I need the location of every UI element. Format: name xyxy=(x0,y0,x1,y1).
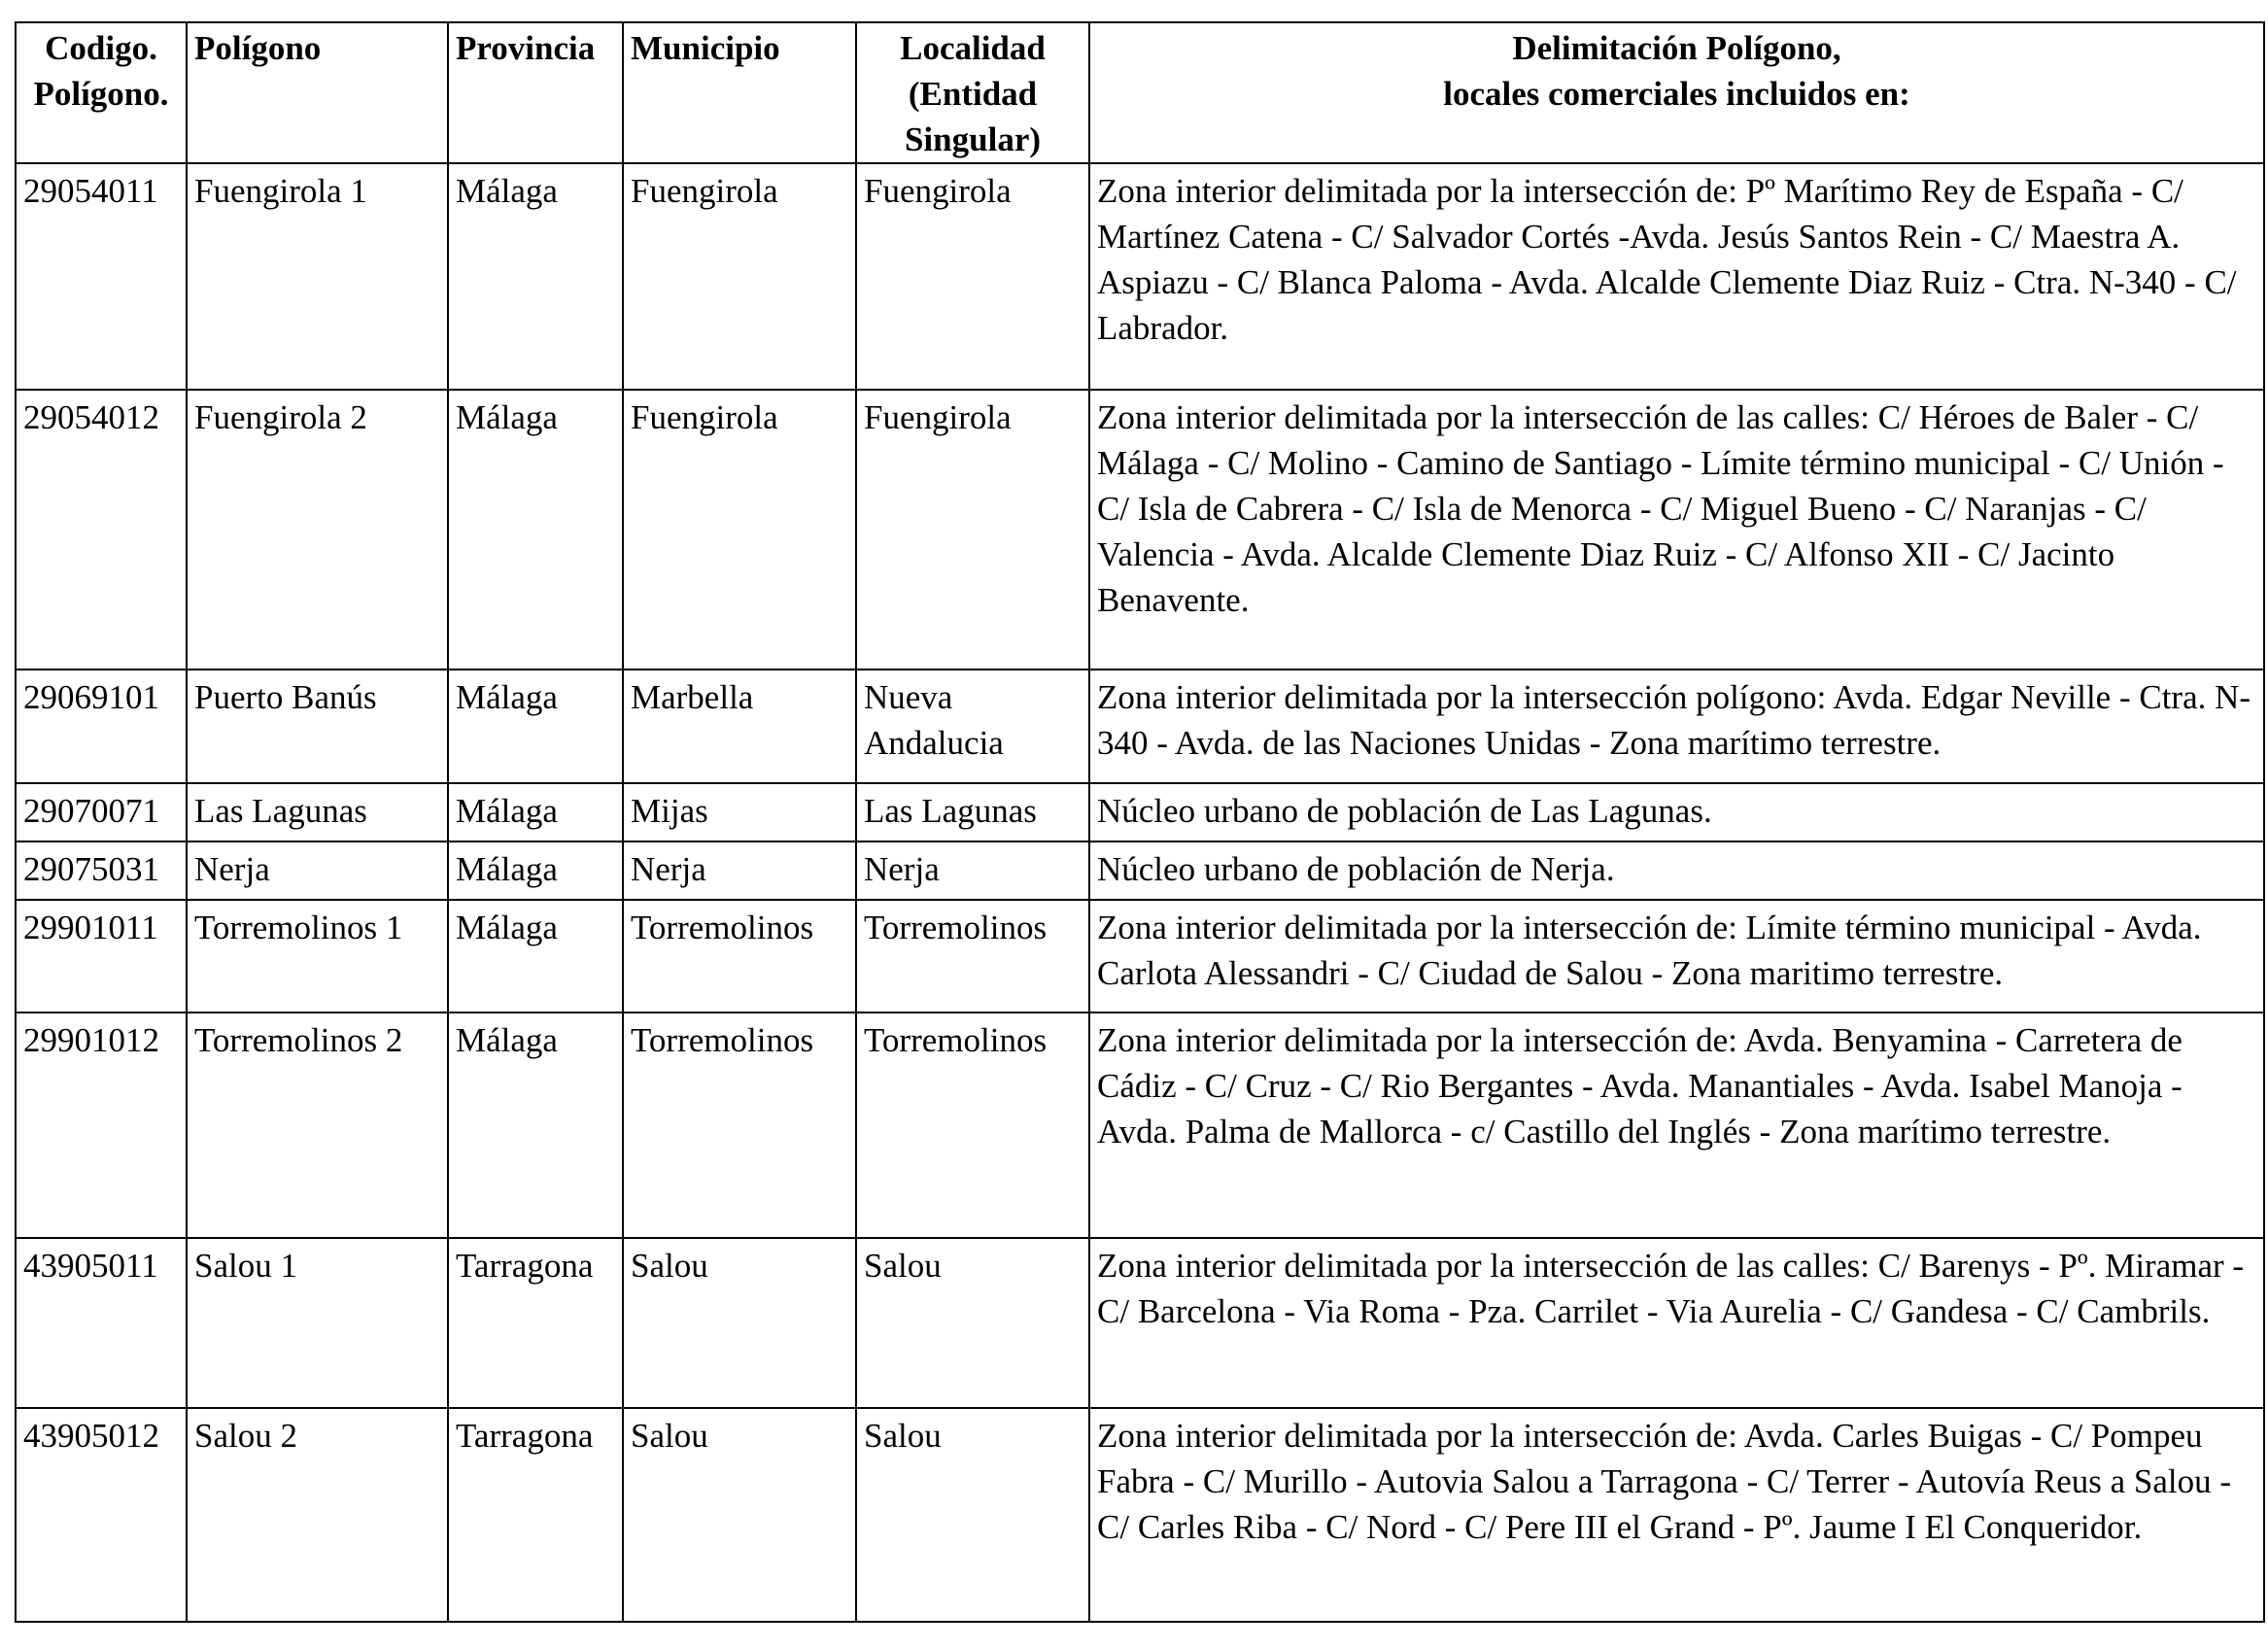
cell-municipio: Torremolinos xyxy=(623,900,856,1013)
cell-poligono: Nerja xyxy=(187,841,448,900)
cell-localidad: Torremolinos xyxy=(856,1013,1089,1238)
cell-codigo: 43905011 xyxy=(16,1238,187,1408)
cell-delimitacion: Zona interior delimitada por la intersección de: Avda. Benyamina - Carretera de Cádiz - C/ Cruz - C/ Rio Bergantes - Avda. Manantiales - Avda. Isabel Manoja - Avda. Palma de Mallorca - c/ Castillo del Inglés - Zona marítimo terrestre. xyxy=(1089,1013,2264,1238)
cell-codigo: 29069101 xyxy=(16,670,187,783)
cell-poligono: Las Lagunas xyxy=(187,783,448,841)
cell-codigo: 29075031 xyxy=(16,841,187,900)
cell-provincia: Málaga xyxy=(448,1013,623,1238)
poligonos-table xyxy=(15,21,2265,1623)
cell-poligono: Torremolinos 1 xyxy=(187,900,448,1013)
cell-codigo: 43905012 xyxy=(16,1408,187,1622)
cell-delimitacion: Zona interior delimitada por la intersección de las calles: C/ Héroes de Baler - C/ Málaga - C/ Molino - Camino de Santiago - Límite término municipal - C/ Unión - C/ Isla de Cabrera - C/ Isla de Menorca - C/ Miguel Bueno - C/ Naranjas - C/ Valencia - Avda. Alcalde Clemente Diaz Ruiz - C/ Alfonso XII - C/ Jacinto Benavente. xyxy=(1089,390,2264,670)
cell-provincia: Málaga xyxy=(448,670,623,783)
cell-localidad: Nueva Andalucia xyxy=(856,670,1089,783)
cell-municipio: Torremolinos xyxy=(623,1013,856,1238)
cell-localidad: Torremolinos xyxy=(856,900,1089,1013)
cell-localidad: Salou xyxy=(856,1238,1089,1408)
cell-localidad: Las Lagunas xyxy=(856,783,1089,841)
header-provincia: Provincia xyxy=(448,22,623,163)
header-delimitacion: Delimitación Polígono, locales comerciales incluidos en: xyxy=(1089,22,2264,163)
cell-codigo: 29901012 xyxy=(16,1013,187,1238)
header-poligono: Polígono xyxy=(187,22,448,163)
cell-poligono: Fuengirola 1 xyxy=(187,163,448,390)
cell-municipio: Nerja xyxy=(623,841,856,900)
cell-delimitacion: Núcleo urbano de población de Nerja. xyxy=(1089,841,2264,900)
cell-poligono: Puerto Banús xyxy=(187,670,448,783)
cell-localidad: Fuengirola xyxy=(856,163,1089,390)
table-header-row xyxy=(16,22,2264,163)
cell-provincia: Málaga xyxy=(448,783,623,841)
cell-localidad: Salou xyxy=(856,1408,1089,1622)
cell-municipio: Salou xyxy=(623,1408,856,1622)
table-row xyxy=(16,783,2264,841)
cell-delimitacion: Zona interior delimitada por la intersección polígono: Avda. Edgar Neville - Ctra. N-340 - Avda. de las Naciones Unidas - Zona marítimo terrestre. xyxy=(1089,670,2264,783)
cell-codigo: 29054011 xyxy=(16,163,187,390)
cell-codigo: 29070071 xyxy=(16,783,187,841)
table-row xyxy=(16,1013,2264,1238)
cell-delimitacion: Zona interior delimitada por la intersección de las calles: C/ Barenys - Pº. Miramar - C/ Barcelona - Via Roma - Pza. Carrilet - Via Aurelia - C/ Gandesa - C/ Cambrils. xyxy=(1089,1238,2264,1408)
table-row xyxy=(16,841,2264,900)
cell-provincia: Málaga xyxy=(448,900,623,1013)
cell-delimitacion: Núcleo urbano de población de Las Lagunas. xyxy=(1089,783,2264,841)
cell-codigo: 29054012 xyxy=(16,390,187,670)
cell-municipio: Fuengirola xyxy=(623,390,856,670)
cell-poligono: Salou 2 xyxy=(187,1408,448,1622)
cell-municipio: Fuengirola xyxy=(623,163,856,390)
table-row xyxy=(16,670,2264,783)
cell-provincia: Tarragona xyxy=(448,1408,623,1622)
cell-codigo: 29901011 xyxy=(16,900,187,1013)
cell-localidad: Fuengirola xyxy=(856,390,1089,670)
cell-poligono: Torremolinos 2 xyxy=(187,1013,448,1238)
table-row xyxy=(16,163,2264,390)
table-row xyxy=(16,1238,2264,1408)
header-codigo: Codigo. Polígono. xyxy=(16,22,187,163)
cell-municipio: Salou xyxy=(623,1238,856,1408)
cell-delimitacion: Zona interior delimitada por la intersección de: Pº Marítimo Rey de España - C/ Martínez Catena - C/ Salvador Cortés -Avda. Jesús Santos Rein - C/ Maestra A. Aspiazu - C/ Blanca Paloma - Avda. Alcalde Clemente Diaz Ruiz - Ctra. N-340 - C/ Labrador. xyxy=(1089,163,2264,390)
cell-municipio: Mijas xyxy=(623,783,856,841)
cell-poligono: Fuengirola 2 xyxy=(187,390,448,670)
cell-provincia: Málaga xyxy=(448,163,623,390)
table-row xyxy=(16,390,2264,670)
cell-provincia: Tarragona xyxy=(448,1238,623,1408)
cell-delimitacion: Zona interior delimitada por la intersección de: Límite término municipal - Avda. Carlota Alessandri - C/ Ciudad de Salou - Zona maritimo terrestre. xyxy=(1089,900,2264,1013)
table-row xyxy=(16,1408,2264,1622)
cell-poligono: Salou 1 xyxy=(187,1238,448,1408)
header-localidad: Localidad (Entidad Singular) xyxy=(856,22,1089,163)
cell-provincia: Málaga xyxy=(448,390,623,670)
table-row xyxy=(16,900,2264,1013)
cell-localidad: Nerja xyxy=(856,841,1089,900)
cell-municipio: Marbella xyxy=(623,670,856,783)
header-municipio: Municipio xyxy=(623,22,856,163)
cell-delimitacion: Zona interior delimitada por la intersección de: Avda. Carles Buigas - C/ Pompeu Fabra - C/ Murillo - Autovia Salou a Tarragona - C/ Terrer - Autovía Reus a Salou - C/ Carles Riba - C/ Nord - C/ Pere III el Grand - Pº. Jaume I El Conqueridor. xyxy=(1089,1408,2264,1622)
cell-provincia: Málaga xyxy=(448,841,623,900)
